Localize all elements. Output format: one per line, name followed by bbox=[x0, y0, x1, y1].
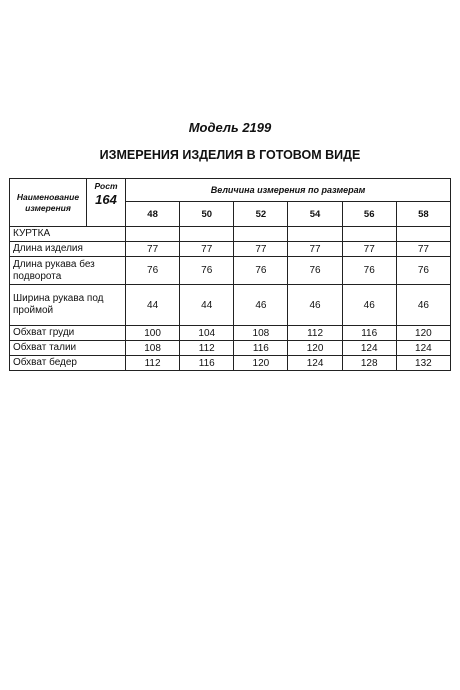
table-cell: 132 bbox=[396, 356, 450, 371]
document-title: ИЗМЕРЕНИЯ ИЗДЕЛИЯ В ГОТОВОМ ВИДЕ bbox=[99, 148, 361, 162]
table-cell: 76 bbox=[126, 257, 180, 285]
height-label: Рост bbox=[94, 181, 118, 191]
table-cell: 44 bbox=[180, 285, 234, 326]
size-chart-table bbox=[9, 178, 451, 371]
size-header: 58 bbox=[396, 202, 450, 227]
table-row bbox=[10, 285, 451, 326]
table-cell: 120 bbox=[288, 341, 342, 356]
table-cell: 46 bbox=[234, 285, 288, 326]
table-cell: 112 bbox=[288, 326, 342, 341]
table-cell: 44 bbox=[126, 285, 180, 326]
table-row bbox=[10, 356, 451, 371]
table-cell: 76 bbox=[234, 257, 288, 285]
table-cell: 128 bbox=[342, 356, 396, 371]
size-header: 48 bbox=[126, 202, 180, 227]
table-row bbox=[10, 341, 451, 356]
row-label: Длина изделия bbox=[10, 242, 126, 257]
table-row bbox=[10, 242, 451, 257]
table-cell: 46 bbox=[396, 285, 450, 326]
size-header: 50 bbox=[180, 202, 234, 227]
table-cell: 112 bbox=[180, 341, 234, 356]
table-row bbox=[10, 257, 451, 285]
table-cell: 77 bbox=[180, 242, 234, 257]
table-cell: 120 bbox=[234, 356, 288, 371]
height-header bbox=[87, 179, 126, 227]
row-label: Длина рукава без подворота bbox=[10, 257, 126, 285]
table-cell: 77 bbox=[126, 242, 180, 257]
table-cell: 116 bbox=[234, 341, 288, 356]
table-cell: 77 bbox=[342, 242, 396, 257]
section-row bbox=[10, 227, 451, 242]
table-cell: 77 bbox=[396, 242, 450, 257]
row-label: Обхват талии bbox=[10, 341, 126, 356]
table-cell: 124 bbox=[396, 341, 450, 356]
table-cell: 124 bbox=[288, 356, 342, 371]
table-cell: 76 bbox=[342, 257, 396, 285]
table-cell: 108 bbox=[234, 326, 288, 341]
row-label: Обхват груди bbox=[10, 326, 126, 341]
size-header: 54 bbox=[288, 202, 342, 227]
table-cell: 120 bbox=[396, 326, 450, 341]
table-cell: 76 bbox=[288, 257, 342, 285]
table-cell: 76 bbox=[180, 257, 234, 285]
size-header: 56 bbox=[342, 202, 396, 227]
table-cell: 104 bbox=[180, 326, 234, 341]
table-cell: 76 bbox=[396, 257, 450, 285]
size-header: 52 bbox=[234, 202, 288, 227]
table-cell: 116 bbox=[180, 356, 234, 371]
table-cell: 77 bbox=[234, 242, 288, 257]
table-cell: 77 bbox=[288, 242, 342, 257]
table-cell: 46 bbox=[288, 285, 342, 326]
row-label: Обхват бедер bbox=[10, 356, 126, 371]
table-cell: 46 bbox=[342, 285, 396, 326]
section-label: КУРТКА bbox=[10, 227, 126, 242]
measurement-name-header: Наименование измерения bbox=[10, 179, 87, 227]
height-value: 164 bbox=[95, 192, 117, 207]
table-cell: 116 bbox=[342, 326, 396, 341]
table-cell: 100 bbox=[126, 326, 180, 341]
table-cell: 124 bbox=[342, 341, 396, 356]
table-row bbox=[10, 326, 451, 341]
table-cell: 112 bbox=[126, 356, 180, 371]
table-cell: 108 bbox=[126, 341, 180, 356]
model-title: Модель 2199 bbox=[188, 120, 272, 135]
sizes-group-header: Величина измерения по размерам bbox=[126, 179, 451, 202]
table-header-row bbox=[10, 179, 451, 202]
row-label: Ширина рукава под проймой bbox=[10, 285, 126, 326]
